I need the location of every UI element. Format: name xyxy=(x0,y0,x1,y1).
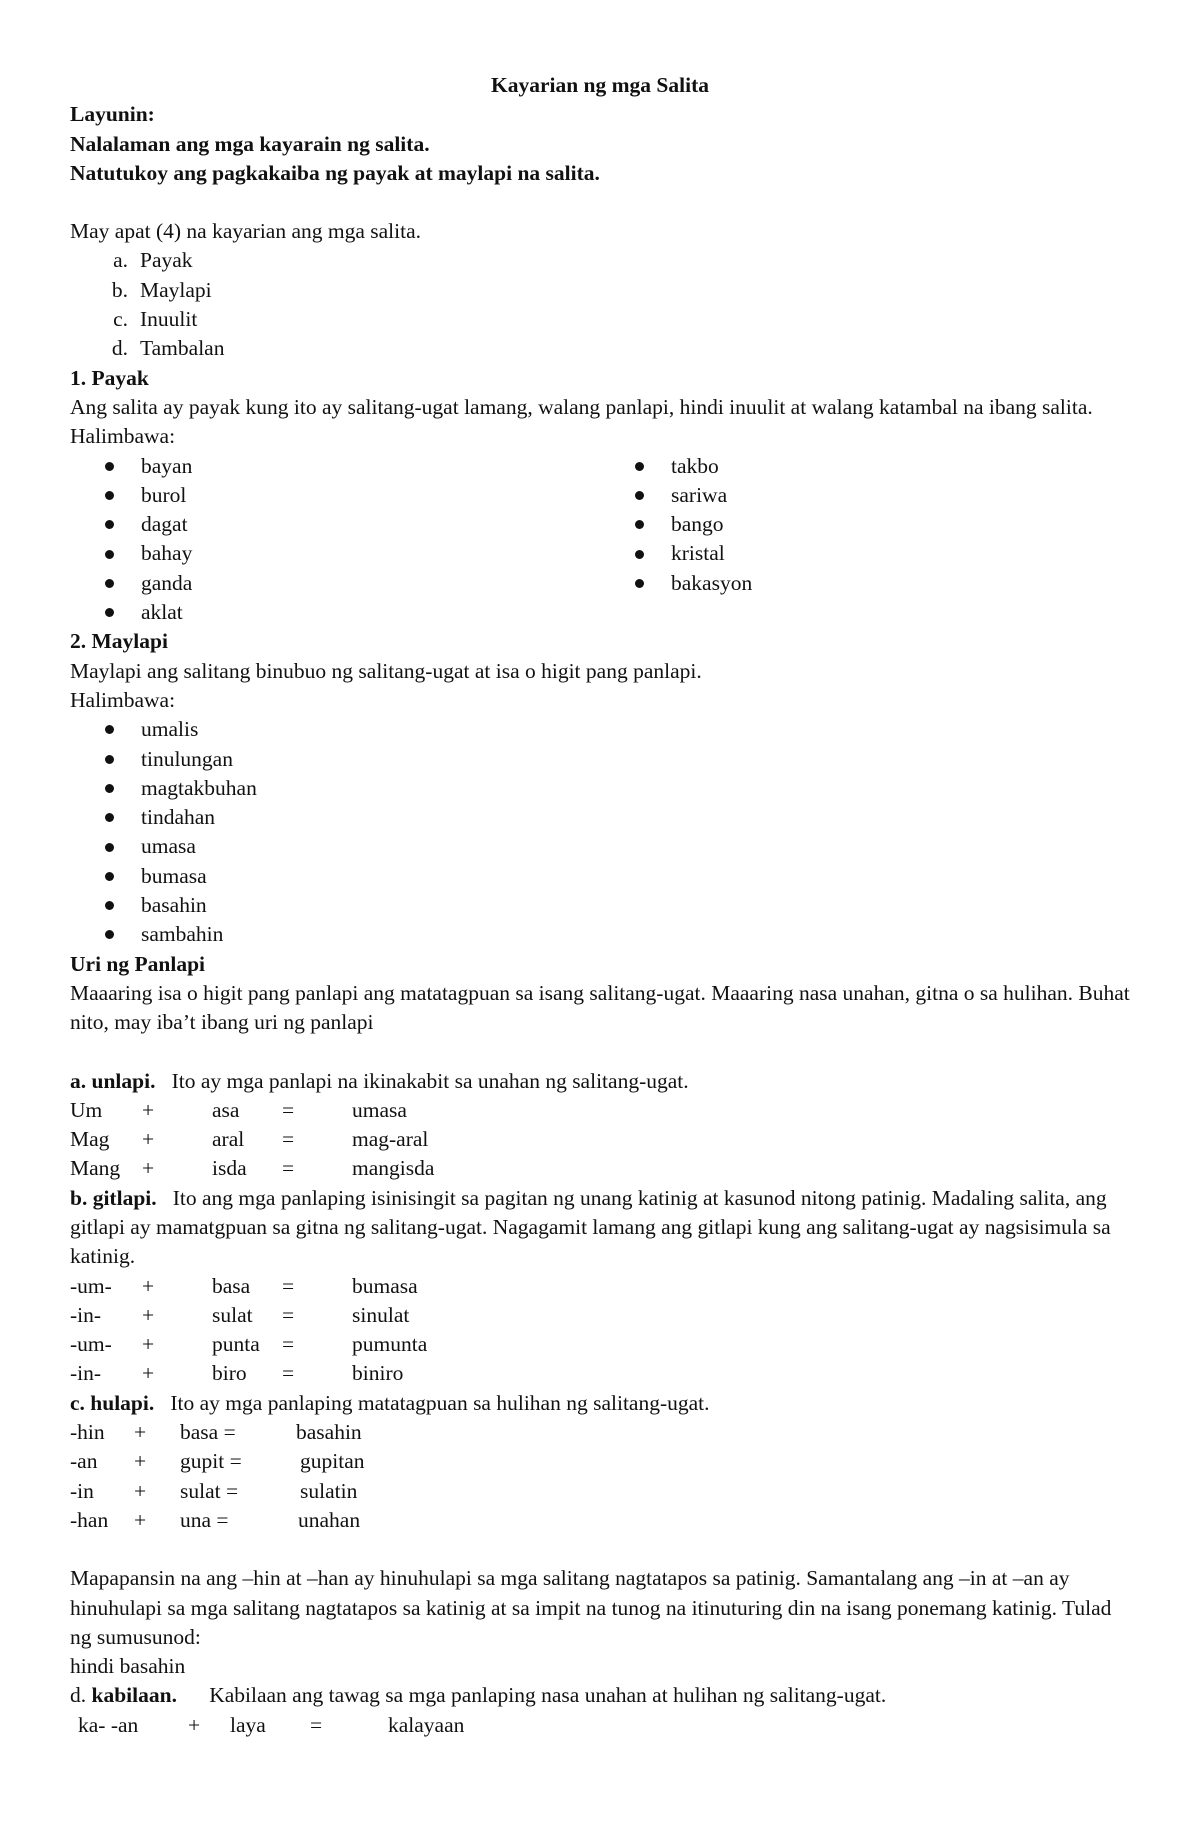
list-item: takbo xyxy=(635,452,752,481)
maylapi-description: Maylapi ang salitang binubuo ng salitang-ugat at isa o higit pang panlapi. xyxy=(70,658,702,683)
list-item: bahay xyxy=(70,539,635,568)
list-item: bayan xyxy=(70,452,635,481)
list-item: bumasa xyxy=(70,862,1130,891)
bullet-icon xyxy=(105,901,114,910)
note-text: Mapapansin na ang –hin at –han ay hinuhulapi sa mga salitang nagtatapos sa patinig. Samantalang ang –in at –an ay hinuhulapi sa mga salitang nagtatapos sa katinig at sa impit na tunog na itinuturing din na isang ponemang katinig. Tulad ng sumusunod: xyxy=(70,1566,1112,1649)
unlapi-label: a. unlapi. xyxy=(70,1068,156,1093)
spacer xyxy=(70,1038,1130,1067)
bullet-icon xyxy=(105,784,114,793)
table-row: ka- -an + laya = kalayaan xyxy=(78,1712,465,1737)
gitlapi-section xyxy=(70,1184,1130,1272)
payak-examples xyxy=(70,452,1130,628)
table-row: Um + asa = umasa xyxy=(70,1097,407,1122)
document-title: Kayarian ng mga Salita xyxy=(490,73,709,97)
list-item: b. Maylapi xyxy=(111,277,212,302)
gitlapi-text: Ito ang mga panlaping isinisingit sa pagitan ng unang katinig at kasunod nitong patinig. Madaling salita, ang gitlapi ay mamatgpuan sa gitna ng salitang-ugat. Nagagamit lamang ang gitlapi kung ang salitang-ugat ay nagsisimula sa katinig. xyxy=(70,1185,1111,1269)
table-row: -um- + basa = bumasa xyxy=(70,1273,418,1298)
payak-heading: 1. Payak xyxy=(70,365,149,390)
gitlapi-label: b. gitlapi. xyxy=(70,1185,157,1210)
table-row: -in- + sulat = sinulat xyxy=(70,1302,410,1327)
list-item: ganda xyxy=(70,569,635,598)
list-item: dagat xyxy=(70,510,635,539)
kabilaan-table xyxy=(78,1711,1130,1740)
bullet-icon xyxy=(105,930,114,939)
unlapi-table xyxy=(70,1096,1130,1184)
hulapi-text: Ito ay mga panlaping matatagpuan sa hulihan ng salitang-ugat. xyxy=(170,1390,710,1415)
bullet-icon xyxy=(635,462,644,471)
gitlapi-table xyxy=(70,1272,1130,1389)
table-row: -in- + biro = biniro xyxy=(70,1361,404,1386)
bullet-icon xyxy=(105,872,114,881)
bullet-icon xyxy=(635,520,644,529)
kabilaan-section xyxy=(70,1681,1130,1710)
list-item: sariwa xyxy=(635,481,752,510)
list-item: magtakbuhan xyxy=(70,774,1130,803)
payak-examples-col1 xyxy=(70,452,635,628)
kabilaan-label-prefix: d. xyxy=(70,1683,87,1708)
spacer xyxy=(70,188,1130,217)
bullet-icon xyxy=(105,813,114,822)
bullet-icon xyxy=(105,755,114,764)
list-item: burol xyxy=(70,481,635,510)
spacer xyxy=(70,1535,1130,1564)
list-item: umalis xyxy=(70,715,1130,744)
table-row: -an + gupit = gupitan xyxy=(70,1449,365,1474)
layunin-item: Natutukoy ang pagkakaiba ng payak at maylapi na salita. xyxy=(70,160,600,185)
table-row: -han + una = unahan xyxy=(70,1507,361,1532)
bullet-icon xyxy=(105,550,114,559)
list-item: a. Payak xyxy=(113,248,193,273)
halimbawa-label: Halimbawa: xyxy=(70,424,176,449)
kabilaan-label: kabilaan. xyxy=(91,1683,177,1708)
list-item: tindahan xyxy=(70,803,1130,832)
halimbawa-label: Halimbawa: xyxy=(70,687,176,712)
hulapi-table xyxy=(70,1418,1130,1535)
unlapi-text: Ito ay mga panlapi na ikinakabit sa unahan ng salitang-ugat. xyxy=(171,1068,689,1093)
table-row: Mag + aral = mag-aral xyxy=(70,1127,429,1152)
intro-text: May apat (4) na kayarian ang mga salita. xyxy=(70,219,422,244)
bullet-icon xyxy=(105,579,114,588)
bullet-icon xyxy=(105,725,114,734)
kabilaan-text: Kabilaan ang tawag sa mga panlaping nasa unahan at hulihan ng salitang-ugat. xyxy=(209,1683,887,1708)
bullet-icon xyxy=(105,491,114,500)
maylapi-examples xyxy=(70,715,1130,949)
list-item: kristal xyxy=(635,539,752,568)
uri-heading: Uri ng Panlapi xyxy=(70,951,205,976)
layunin-heading: Layunin: xyxy=(70,102,155,127)
list-item: umasa xyxy=(70,832,1130,861)
bullet-icon xyxy=(635,579,644,588)
table-row: Mang + isda = mangisda xyxy=(70,1156,435,1181)
bullet-icon xyxy=(635,550,644,559)
document-content xyxy=(70,71,1130,1740)
maylapi-heading: 2. Maylapi xyxy=(70,629,168,654)
list-item: bakasyon xyxy=(635,569,752,598)
bullet-icon xyxy=(635,491,644,500)
table-row: -in + sulat = sulatin xyxy=(70,1478,358,1503)
bullet-icon xyxy=(105,462,114,471)
list-item: c. Inuulit xyxy=(113,307,198,332)
kayarian-list xyxy=(70,246,1130,363)
hulapi-label: c. hulapi. xyxy=(70,1390,155,1415)
unlapi-section xyxy=(70,1067,1130,1096)
bullet-icon xyxy=(105,520,114,529)
payak-description: Ang salita ay payak kung ito ay salitang-ugat lamang, walang panlapi, hindi inuulit at walang katambal na ibang salita. xyxy=(70,394,1093,419)
uri-description: Maaaring isa o higit pang panlapi ang matatagpuan sa isang salitang-ugat. Maaaring nasa unahan, gitna o sa hulihan. Buhat nito, may iba’t ibang uri ng panlapi xyxy=(70,980,1130,1035)
hulapi-section xyxy=(70,1389,1130,1418)
table-row: -hin + basa = basahin xyxy=(70,1420,362,1445)
note-example: hindi basahin xyxy=(70,1654,186,1679)
list-item: d. Tambalan xyxy=(111,336,225,361)
bullet-icon xyxy=(105,843,114,852)
payak-examples-col2 xyxy=(635,452,752,628)
list-item: sambahin xyxy=(70,920,1130,949)
bullet-icon xyxy=(105,608,114,617)
list-item: aklat xyxy=(70,598,635,627)
table-row: -um- + punta = pumunta xyxy=(70,1332,428,1357)
list-item: basahin xyxy=(70,891,1130,920)
list-item: tinulungan xyxy=(70,745,1130,774)
layunin-item: Nalalaman ang mga kayarain ng salita. xyxy=(70,131,430,156)
list-item: bango xyxy=(635,510,752,539)
